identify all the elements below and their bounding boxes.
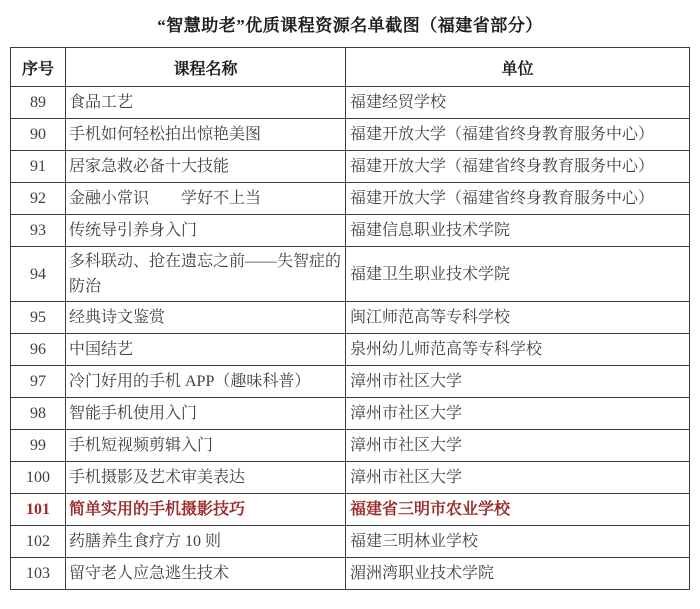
unit-cell: 漳州市社区大学: [346, 398, 690, 430]
table-row: [11, 151, 690, 183]
header-cell-course: 课程名称: [66, 48, 346, 87]
row-number-cell: 94: [11, 247, 66, 302]
course-name-cell: 食品工艺: [66, 87, 346, 119]
unit-cell: 福建信息职业技术学院: [346, 215, 690, 247]
course-name-cell: 冷门好用的手机 APP（趣味科普）: [66, 366, 346, 398]
header-cell-no: 序号: [11, 48, 66, 87]
unit-cell: 福建省三明市农业学校: [346, 494, 690, 526]
table-row: [11, 398, 690, 430]
row-number-cell: 90: [11, 119, 66, 151]
row-number-cell: 91: [11, 151, 66, 183]
table-row: [11, 87, 690, 119]
course-name-cell: 金融小常识 学好不上当: [66, 183, 346, 215]
course-name-cell: 药膳养生食疗方 10 则: [66, 526, 346, 558]
unit-cell: 漳州市社区大学: [346, 366, 690, 398]
unit-cell: 福建三明林业学校: [346, 526, 690, 558]
course-name-cell: 居家急救必备十大技能: [66, 151, 346, 183]
table-row: [11, 119, 690, 151]
course-table: [10, 47, 690, 590]
course-name-cell: 智能手机使用入门: [66, 398, 346, 430]
course-table-body: [11, 87, 690, 590]
course-name-cell: 多科联动、抢在遗忘之前——失智症的防治: [66, 247, 346, 302]
table-row: [11, 334, 690, 366]
unit-cell: 福建开放大学（福建省终身教育服务中心）: [346, 151, 690, 183]
header-row: [11, 48, 690, 87]
unit-cell: 福建开放大学（福建省终身教育服务中心）: [346, 183, 690, 215]
row-number-cell: 89: [11, 87, 66, 119]
course-name-cell: 留守老人应急逃生技术: [66, 558, 346, 590]
unit-cell: 漳州市社区大学: [346, 462, 690, 494]
course-name-cell: 手机摄影及艺术审美表达: [66, 462, 346, 494]
table-row: [11, 302, 690, 334]
unit-cell: 泉州幼儿师范高等专科学校: [346, 334, 690, 366]
table-row: [11, 183, 690, 215]
table-row: [11, 558, 690, 590]
course-name-cell: 手机短视频剪辑入门: [66, 430, 346, 462]
course-table-header: [11, 48, 690, 87]
row-number-cell: 99: [11, 430, 66, 462]
unit-cell: 湄洲湾职业技术学院: [346, 558, 690, 590]
table-row: [11, 430, 690, 462]
header-cell-unit: 单位: [346, 48, 690, 87]
table-row: [11, 526, 690, 558]
row-number-cell: 92: [11, 183, 66, 215]
course-name-cell: 手机如何轻松拍出惊艳美图: [66, 119, 346, 151]
row-number-cell: 97: [11, 366, 66, 398]
course-name-cell: 简单实用的手机摄影技巧: [66, 494, 346, 526]
unit-cell: 漳州市社区大学: [346, 430, 690, 462]
table-row: [11, 215, 690, 247]
row-number-cell: 98: [11, 398, 66, 430]
row-number-cell: 96: [11, 334, 66, 366]
row-number-cell: 101: [11, 494, 66, 526]
unit-cell: 福建开放大学（福建省终身教育服务中心）: [346, 119, 690, 151]
row-number-cell: 100: [11, 462, 66, 494]
table-row: [11, 494, 690, 526]
table-row: [11, 366, 690, 398]
unit-cell: 福建经贸学校: [346, 87, 690, 119]
row-number-cell: 102: [11, 526, 66, 558]
course-name-cell: 经典诗文鉴赏: [66, 302, 346, 334]
table-row: [11, 247, 690, 302]
page-title: “智慧助老”优质课程资源名单截图（福建省部分）: [157, 16, 543, 35]
course-name-cell: 中国结艺: [66, 334, 346, 366]
course-name-cell: 传统导引养身入门: [66, 215, 346, 247]
row-number-cell: 93: [11, 215, 66, 247]
row-number-cell: 95: [11, 302, 66, 334]
unit-cell: 闽江师范高等专科学校: [346, 302, 690, 334]
unit-cell: 福建卫生职业技术学院: [346, 247, 690, 302]
row-number-cell: 103: [11, 558, 66, 590]
table-row: [11, 462, 690, 494]
